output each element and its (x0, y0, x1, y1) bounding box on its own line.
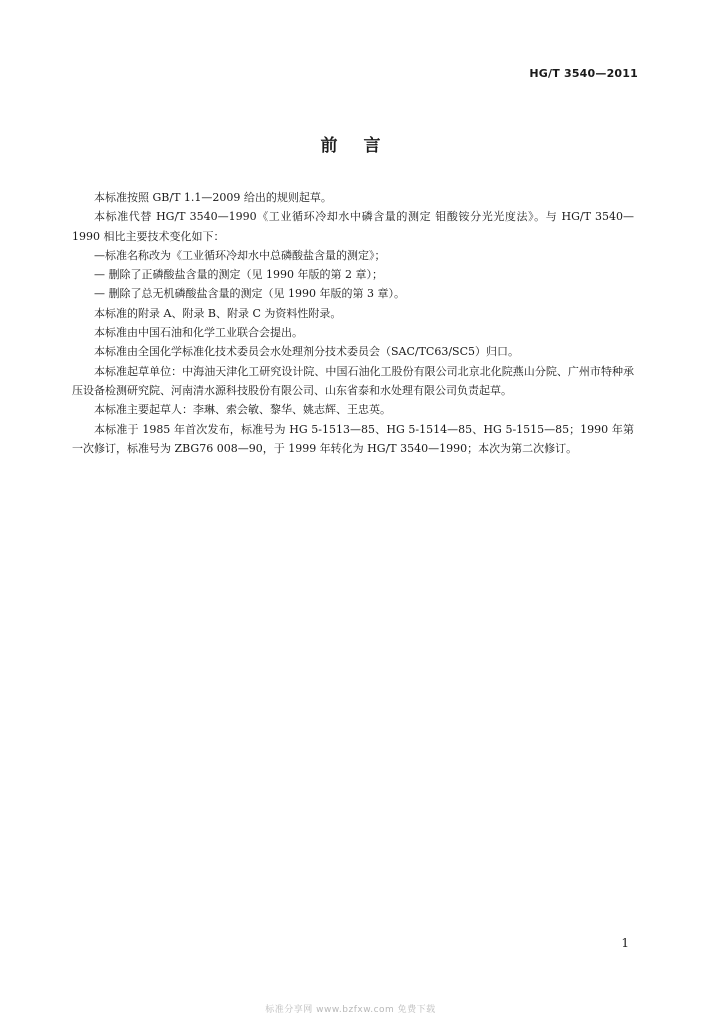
paragraph-proposer: 本标准由中国石油和化学工业联合会提出。 (94, 326, 303, 340)
paragraph-drafting-units: 本标准起草单位：中海油天津化工研究设计院、中国石油化工股份有限公司北京北化院燕山分院、广州市特种承压设备检测研究院、河南清水源科技股份有限公司、山东省泰和水处理有限公司负责起草。 (72, 364, 634, 397)
list-item-orthophosphate-removed: — 删除了正磷酸盐含量的测定（见 1990 年版的第 2 章）； (94, 268, 383, 282)
list-item-title-change: —标准名称改为《工业循环冷却水中总磷酸盐含量的测定》； (94, 248, 386, 262)
footer-watermark: 标准分享网 www.bzfxw.com 免费下载 (265, 1005, 436, 1015)
paragraph-drafting-rules: 本标准按照 GB/T 1.1—2009 给出的规则起草。 (94, 191, 332, 204)
foreword-body (72, 188, 634, 458)
paragraph-technical-committee: 本标准由全国化学标准化技术委员会水处理剂分技术委员会（SAC/TC63/SC5）归口。 (94, 345, 520, 359)
page-title: 前言 (320, 136, 407, 156)
paragraph-annexes: 本标准的附录 A、附录 B、附录 C 为资料性附录。 (94, 306, 342, 320)
page-number: 1 (621, 936, 629, 950)
list-item-inorganic-phosphate-removed: — 删除了总无机磷酸盐含量的测定（见 1990 年版的第 3 章）。 (94, 287, 405, 301)
standard-code: HG/T 3540—2011 (529, 67, 638, 80)
paragraph-history: 本标准于 1985 年首次发布，标准号为 HG 5-1513—85、HG 5-1514—85、HG 5-1515—85；1990 年第一次修订，标准号为 ZBG76 008—90，于 1999 年转化为 HG/T 3540—1990；本次为第二次修订。 (72, 422, 634, 455)
paragraph-drafters: 本标准主要起草人：李琳、索会敏、黎华、姚志辉、王忠英。 (94, 403, 391, 417)
paragraph-replacement: 本标准代替 HG/T 3540—1990《工业循环冷却水中磷含量的测定 钼酸铵分光光度法》。与 HG/T 3540—1990 相比主要技术变化如下： (72, 210, 634, 243)
